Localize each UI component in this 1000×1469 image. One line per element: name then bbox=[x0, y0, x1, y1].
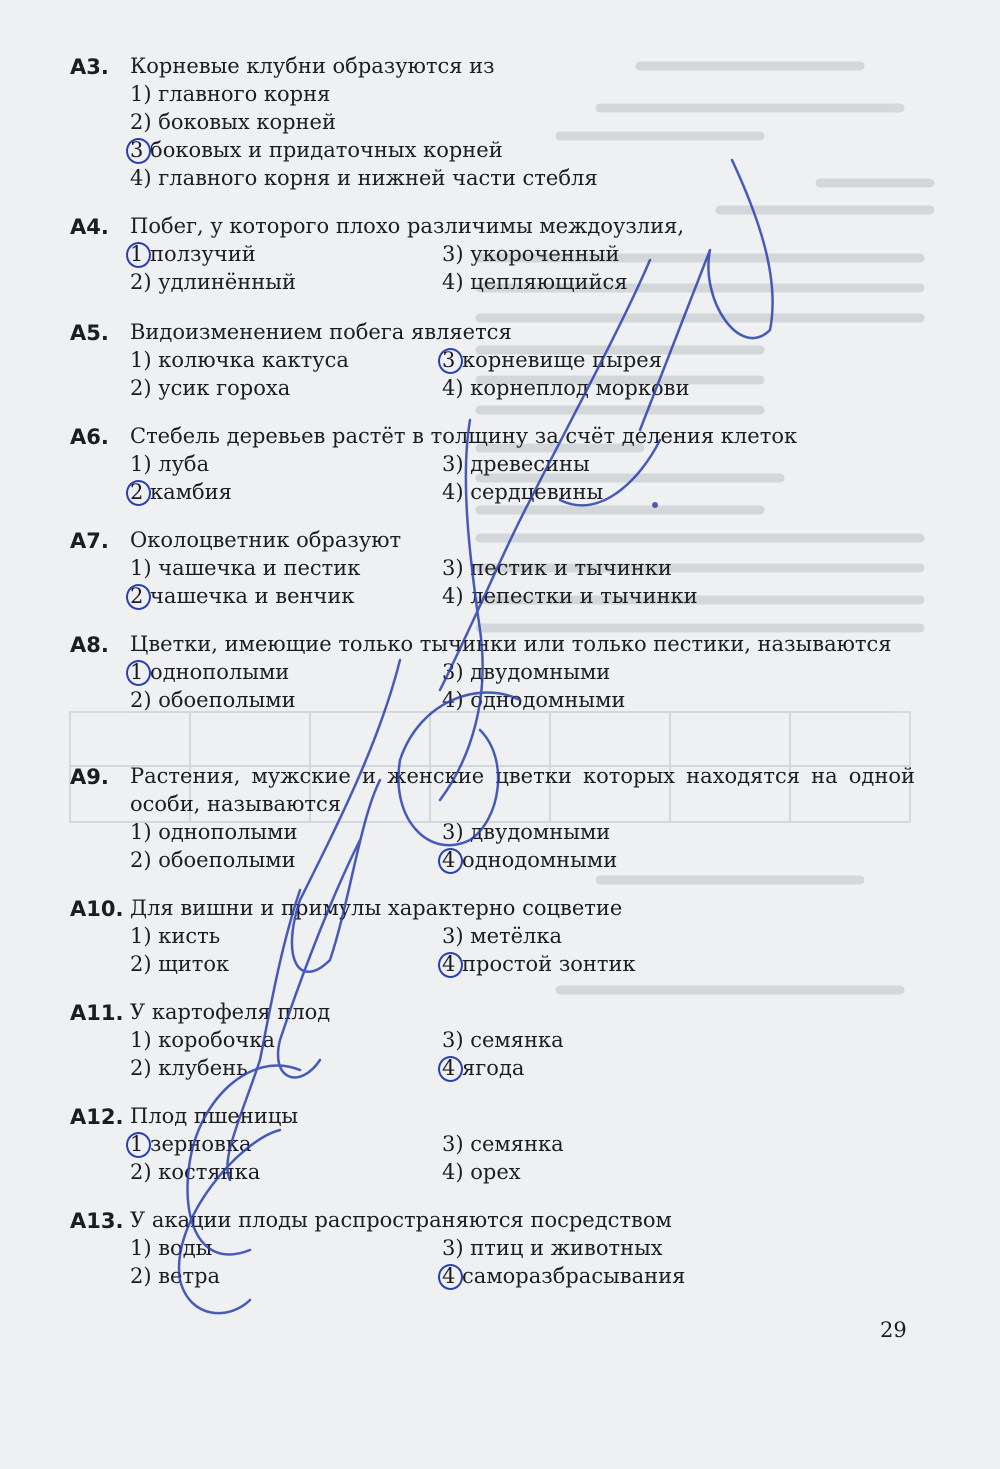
question-text: Плод пшеницы bbox=[130, 1104, 299, 1128]
option-text: семянка bbox=[463, 1132, 564, 1156]
option-text: семянка bbox=[463, 1028, 564, 1052]
answer-option bbox=[442, 818, 610, 846]
option-number: 3) bbox=[442, 1236, 464, 1260]
answer-option bbox=[130, 922, 220, 950]
answer-option bbox=[130, 1026, 275, 1054]
option-number: 1) bbox=[130, 924, 152, 948]
answer-option bbox=[130, 554, 360, 582]
question-number: A7. bbox=[70, 529, 109, 553]
answer-option bbox=[442, 554, 672, 582]
option-number: 2) bbox=[130, 376, 152, 400]
answer-option bbox=[130, 846, 296, 874]
option-number: 1 bbox=[130, 242, 144, 266]
option-number: 4 bbox=[442, 848, 456, 872]
option-text: птиц и животных bbox=[463, 1236, 663, 1260]
answer-option-circled bbox=[442, 346, 662, 374]
option-text: простой зонтик bbox=[455, 952, 636, 976]
answer-option bbox=[442, 1130, 564, 1158]
option-number: 2) bbox=[130, 848, 152, 872]
option-text: главного корня и нижней части стебля bbox=[151, 166, 598, 190]
option-text: сердцевины bbox=[463, 480, 604, 504]
question-text: У акации плоды распространяются посредством bbox=[130, 1208, 672, 1232]
option-number: 1) bbox=[130, 556, 152, 580]
option-text: корнеплод моркови bbox=[463, 376, 690, 400]
answer-option bbox=[442, 582, 698, 610]
answer-option-circled bbox=[442, 846, 617, 874]
option-number: 3 bbox=[130, 138, 144, 162]
option-text: боковых корней bbox=[151, 110, 336, 134]
question-a10 bbox=[70, 894, 915, 978]
option-number: 2) bbox=[130, 1160, 152, 1184]
question-number: A13. bbox=[70, 1209, 124, 1233]
answer-option bbox=[442, 240, 619, 268]
option-text: боковых и придаточных корней bbox=[143, 138, 503, 162]
answer-option bbox=[130, 346, 349, 374]
question-a11 bbox=[70, 998, 915, 1082]
answer-option bbox=[130, 950, 229, 978]
option-number: 3) bbox=[442, 556, 464, 580]
question-number: A8. bbox=[70, 633, 109, 657]
option-text: однодомными bbox=[455, 848, 618, 872]
option-number: 4) bbox=[442, 1160, 464, 1184]
option-text: однополыми bbox=[143, 660, 290, 684]
answer-option bbox=[130, 108, 336, 136]
answer-option-circled bbox=[130, 1130, 251, 1158]
answer-option bbox=[130, 686, 296, 714]
question-number: A12. bbox=[70, 1105, 124, 1129]
option-number: 1 bbox=[130, 660, 144, 684]
option-text: саморазбрасывания bbox=[455, 1264, 686, 1288]
option-number: 1 bbox=[130, 1132, 144, 1156]
answer-option bbox=[130, 268, 296, 296]
option-number: 1) bbox=[130, 820, 152, 844]
answer-option bbox=[442, 450, 590, 478]
answer-option bbox=[130, 1158, 260, 1186]
option-number: 1) bbox=[130, 1028, 152, 1052]
answer-options bbox=[130, 80, 915, 192]
answer-option bbox=[130, 1054, 248, 1082]
question-text: Видоизменением побега является bbox=[130, 320, 512, 344]
answer-option bbox=[442, 1158, 521, 1186]
option-number: 2 bbox=[130, 584, 144, 608]
answer-option bbox=[442, 1026, 564, 1054]
option-number: 1) bbox=[130, 1236, 152, 1260]
option-text: луба bbox=[151, 452, 210, 476]
option-text: ветра bbox=[151, 1264, 221, 1288]
option-text: клубень bbox=[151, 1056, 248, 1080]
question-text: Растения, мужские и женские цветки которых находятся на одной особи, называются bbox=[130, 764, 915, 816]
option-number: 3) bbox=[442, 924, 464, 948]
answer-option bbox=[442, 922, 562, 950]
answer-option-circled bbox=[130, 240, 256, 268]
option-number: 2) bbox=[130, 1264, 152, 1288]
option-number: 1) bbox=[130, 82, 152, 106]
option-text: цепляющийся bbox=[463, 270, 628, 294]
option-text: обоеполыми bbox=[151, 848, 296, 872]
question-a3 bbox=[70, 52, 915, 192]
option-text: корневище пырея bbox=[455, 348, 662, 372]
option-text: метёлка bbox=[463, 924, 563, 948]
option-number: 4) bbox=[442, 270, 464, 294]
answer-option-circled bbox=[442, 1262, 685, 1290]
question-text: Побег, у которого плохо различимы междоузлия, bbox=[130, 214, 685, 238]
page-number: 29 bbox=[880, 1318, 907, 1342]
option-number: 2 bbox=[130, 480, 144, 504]
option-number: 3) bbox=[442, 452, 464, 476]
answer-option bbox=[130, 1234, 212, 1262]
option-number: 3 bbox=[442, 348, 456, 372]
question-number: A5. bbox=[70, 321, 109, 345]
option-number: 3) bbox=[442, 242, 464, 266]
option-number: 3) bbox=[442, 660, 464, 684]
answer-options bbox=[130, 1130, 915, 1186]
option-text: ягода bbox=[455, 1056, 525, 1080]
answer-option bbox=[442, 478, 603, 506]
option-number: 4 bbox=[442, 1056, 456, 1080]
answer-options bbox=[130, 240, 915, 296]
question-text: Для вишни и примулы характерно соцветие bbox=[130, 896, 623, 920]
question-number: A9. bbox=[70, 765, 109, 789]
option-text: главного корня bbox=[151, 82, 331, 106]
question-number: A4. bbox=[70, 215, 109, 239]
question-number: A10. bbox=[70, 897, 124, 921]
answer-option-circled bbox=[442, 950, 636, 978]
question-a7 bbox=[70, 526, 915, 610]
question-number: A11. bbox=[70, 1001, 124, 1025]
answer-options bbox=[130, 1234, 915, 1290]
option-number: 4) bbox=[130, 166, 152, 190]
answer-option bbox=[442, 374, 689, 402]
question-text: Стебель деревьев растёт в толщину за счёт деления клеток bbox=[130, 424, 798, 448]
option-number: 2) bbox=[130, 110, 152, 134]
option-number: 4) bbox=[442, 480, 464, 504]
option-text: зерновка bbox=[143, 1132, 252, 1156]
option-number: 1) bbox=[130, 452, 152, 476]
answer-option-circled bbox=[130, 658, 289, 686]
option-text: камбия bbox=[143, 480, 232, 504]
question-number: A3. bbox=[70, 55, 109, 79]
question-a12 bbox=[70, 1102, 915, 1186]
option-text: двудомными bbox=[463, 660, 611, 684]
option-text: пестик и тычинки bbox=[463, 556, 672, 580]
question-a6 bbox=[70, 422, 915, 506]
answer-options bbox=[130, 554, 915, 610]
option-number: 3) bbox=[442, 820, 464, 844]
option-number: 2) bbox=[130, 1056, 152, 1080]
option-text: обоеполыми bbox=[151, 688, 296, 712]
answer-options bbox=[130, 450, 915, 506]
answer-options bbox=[130, 818, 915, 874]
option-text: костянка bbox=[151, 1160, 261, 1184]
option-text: чашечка и венчик bbox=[143, 584, 355, 608]
option-text: двудомными bbox=[463, 820, 611, 844]
question-a13 bbox=[70, 1206, 915, 1290]
answer-option bbox=[442, 1234, 663, 1262]
answer-options bbox=[130, 1026, 915, 1082]
question-text: Корневые клубни образуются из bbox=[130, 54, 495, 78]
option-number: 3) bbox=[442, 1132, 464, 1156]
option-number: 4 bbox=[442, 952, 456, 976]
question-a8 bbox=[70, 630, 915, 714]
question-text: Цветки, имеющие только тычинки или только пестики, называются bbox=[130, 632, 892, 656]
option-text: ползучий bbox=[143, 242, 256, 266]
option-text: удлинённый bbox=[151, 270, 296, 294]
option-text: однополыми bbox=[151, 820, 298, 844]
answer-options bbox=[130, 922, 915, 978]
question-number: A6. bbox=[70, 425, 109, 449]
answer-option bbox=[130, 80, 330, 108]
answer-option bbox=[442, 686, 625, 714]
option-number: 3) bbox=[442, 1028, 464, 1052]
answer-option bbox=[130, 1262, 220, 1290]
answer-options bbox=[130, 346, 915, 402]
option-number: 4) bbox=[442, 688, 464, 712]
answer-option-circled bbox=[130, 582, 355, 610]
question-a9 bbox=[70, 762, 915, 874]
answer-option bbox=[130, 164, 598, 192]
answer-option bbox=[130, 450, 209, 478]
option-text: однодомными bbox=[463, 688, 626, 712]
option-text: усик гороха bbox=[151, 376, 291, 400]
option-number: 4) bbox=[442, 376, 464, 400]
question-text: Околоцветник образуют bbox=[130, 528, 402, 552]
option-text: укороченный bbox=[463, 242, 620, 266]
option-number: 4 bbox=[442, 1264, 456, 1288]
answer-option bbox=[130, 374, 290, 402]
option-number: 2) bbox=[130, 952, 152, 976]
option-text: коробочка bbox=[151, 1028, 275, 1052]
option-text: кисть bbox=[151, 924, 221, 948]
option-text: щиток bbox=[151, 952, 230, 976]
answer-option bbox=[442, 658, 610, 686]
question-a4 bbox=[70, 212, 915, 296]
option-text: древесины bbox=[463, 452, 590, 476]
option-number: 1) bbox=[130, 348, 152, 372]
option-text: орех bbox=[463, 1160, 521, 1184]
question-a5 bbox=[70, 318, 915, 402]
question-text: У картофеля плод bbox=[130, 1000, 331, 1024]
option-text: колючка кактуса bbox=[151, 348, 349, 372]
answer-options bbox=[130, 658, 915, 714]
answer-option-circled bbox=[442, 1054, 524, 1082]
option-text: воды bbox=[151, 1236, 213, 1260]
option-text: лепестки и тычинки bbox=[463, 584, 698, 608]
answer-option bbox=[130, 818, 297, 846]
option-number: 2) bbox=[130, 270, 152, 294]
option-text: чашечка и пестик bbox=[151, 556, 361, 580]
answer-option-circled bbox=[130, 136, 503, 164]
option-number: 4) bbox=[442, 584, 464, 608]
option-number: 2) bbox=[130, 688, 152, 712]
answer-option-circled bbox=[130, 478, 232, 506]
answer-option bbox=[442, 268, 628, 296]
